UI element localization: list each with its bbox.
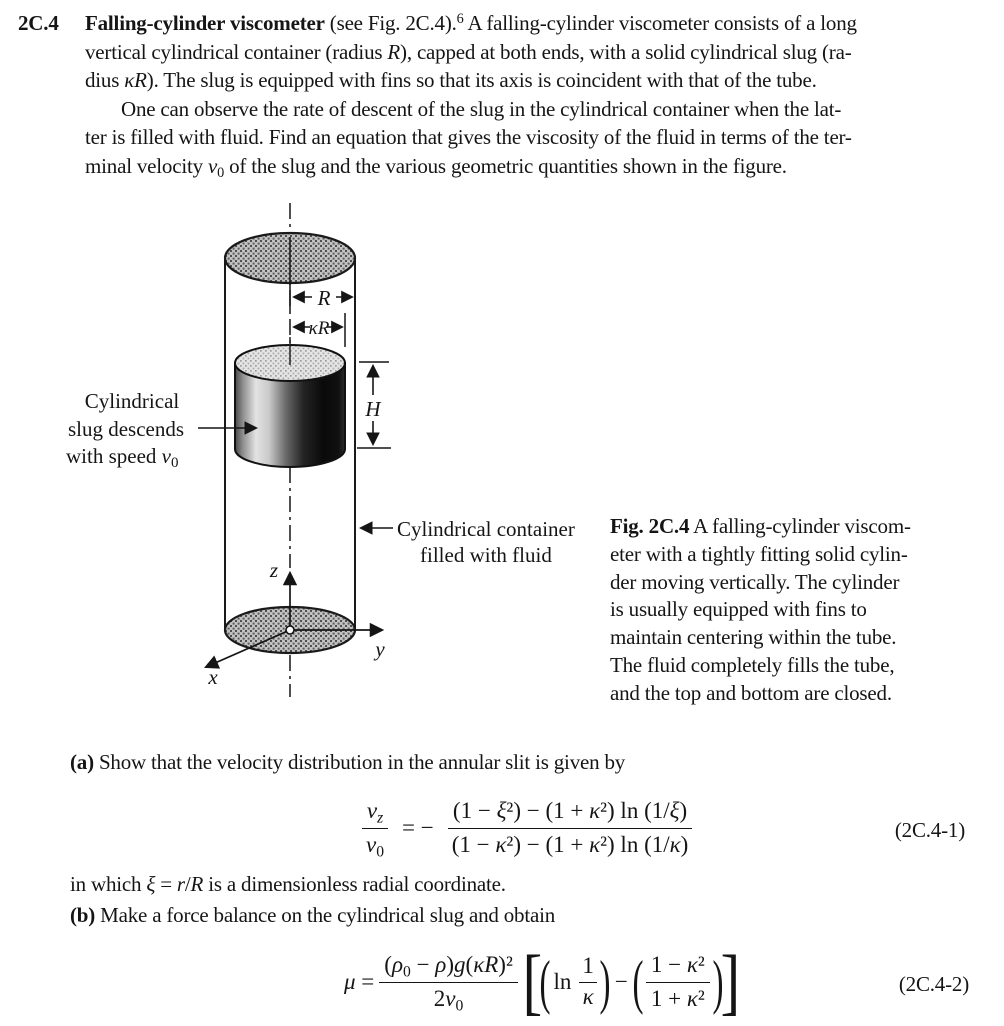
- right-paren-2: ): [712, 949, 724, 1015]
- left-bracket: [: [522, 940, 543, 1023]
- figure-caption: [610, 513, 1004, 708]
- caption-line: and the top and bottom are closed.: [610, 680, 892, 705]
- problem-line: Falling-cylinder viscometer (see Fig. 2C.4).$^6$ A falling-cylinder viscometer consists of a long: [85, 10, 857, 35]
- svg-text:Cylindrical: Cylindrical: [84, 389, 180, 413]
- svg-text:Cylindrical container: Cylindrical container: [397, 517, 575, 541]
- viscometer-diagram: [60, 195, 615, 725]
- slug-label: [66, 389, 184, 471]
- cylindrical-slug: [235, 337, 345, 467]
- left-paren-2: (: [632, 949, 644, 1015]
- caption-line: Fig. 2C.4 A falling-cylinder viscom-: [610, 514, 911, 538]
- svg-text:filled with fluid: filled with fluid: [420, 543, 552, 567]
- ln-operator: ln: [553, 969, 572, 994]
- equation-2: [344, 938, 739, 1026]
- container-label: [397, 517, 575, 567]
- label-kappa-R: κR: [308, 318, 330, 339]
- figure-2c4-diagram: [60, 195, 615, 725]
- problem-line: ter is filled with fluid. Find an equation that gives the viscosity of the fluid in terms of the ter-: [85, 125, 852, 150]
- right-bracket: ]: [720, 940, 740, 1023]
- equation-2-row: [0, 938, 1004, 1026]
- kappa-ratio-fraction: $\frac{\text{1 − κ²}}{\text{1 + κ²}}$: [646, 951, 710, 1014]
- part-b-text: (b) Make a force balance on the cylindrical slug and obtain: [70, 903, 556, 927]
- problem-line: vertical cylindrical container (radius R), capped at both ends, with a solid cylindrical slug (ra-: [85, 39, 852, 64]
- equation-1-number: (2C.4-1): [894, 818, 965, 842]
- equation-1-row: [0, 790, 1004, 866]
- problem-line: minal velocity $v_0$ of the slug and the various geometric quantities shown in the figure.: [85, 153, 787, 181]
- part-a-text: (a) Show that the velocity distribution in the annular slit is given by: [70, 750, 626, 774]
- equals-minus: = −: [402, 815, 434, 840]
- problem-statement: [18, 9, 994, 181]
- origin-point: [286, 626, 294, 634]
- equation-2-number: (2C.4-2): [898, 972, 969, 996]
- label-height-H: H: [365, 397, 381, 421]
- vz-over-v0-fraction: $\frac{v_z}{v_0}$: [361, 797, 389, 860]
- caption-line: is usually equipped with fins to: [610, 597, 867, 622]
- one-over-kappa-fraction: $\frac{1}{\kappa}$: [579, 952, 597, 1013]
- in-which-text: in which ξ = r/R is a dimensionless radial coordinate.: [70, 872, 506, 896]
- svg-text:with speed v0: with speed v0: [66, 444, 179, 471]
- mu-equals: μ =: [344, 969, 375, 994]
- caption-line: maintain centering within the tube.: [610, 625, 897, 650]
- axis-x-label: x: [208, 665, 218, 689]
- axis-z-label: z: [269, 558, 279, 582]
- equation-1: [356, 790, 698, 866]
- svg-text:slug descends: slug descends: [67, 417, 185, 441]
- caption-line: der moving vertically. The cylinder: [610, 569, 900, 594]
- problem-number: 2C.4: [18, 11, 59, 35]
- right-paren-1: ): [599, 949, 611, 1015]
- problem-line: dius κR). The slug is equipped with fins so that its axis is coincident with that of the tube.: [85, 68, 817, 93]
- label-radius-R: R: [317, 286, 331, 310]
- left-paren-1: (: [538, 949, 550, 1015]
- prefactor-fraction: $\frac{(\rho_0 - \rho)g(\kappa R)^2}{2v_0}$: [379, 951, 518, 1014]
- minus-sign: −: [614, 969, 628, 994]
- problem-line: One can observe the rate of descent of the slug in the cylindrical container when the lat-: [121, 96, 842, 121]
- caption-line: The fluid completely fills the tube,: [610, 652, 895, 677]
- axis-y-label: y: [375, 637, 385, 661]
- velocity-profile-fraction: $\frac{\text{(1 − ξ²) − (1 + κ²) ln (1/ξ)}}{\text{(1 − κ²) − (1 + κ²) ln (1/κ)}}$: [447, 797, 694, 860]
- caption-line: eter with a tightly fitting solid cylin-: [610, 541, 908, 566]
